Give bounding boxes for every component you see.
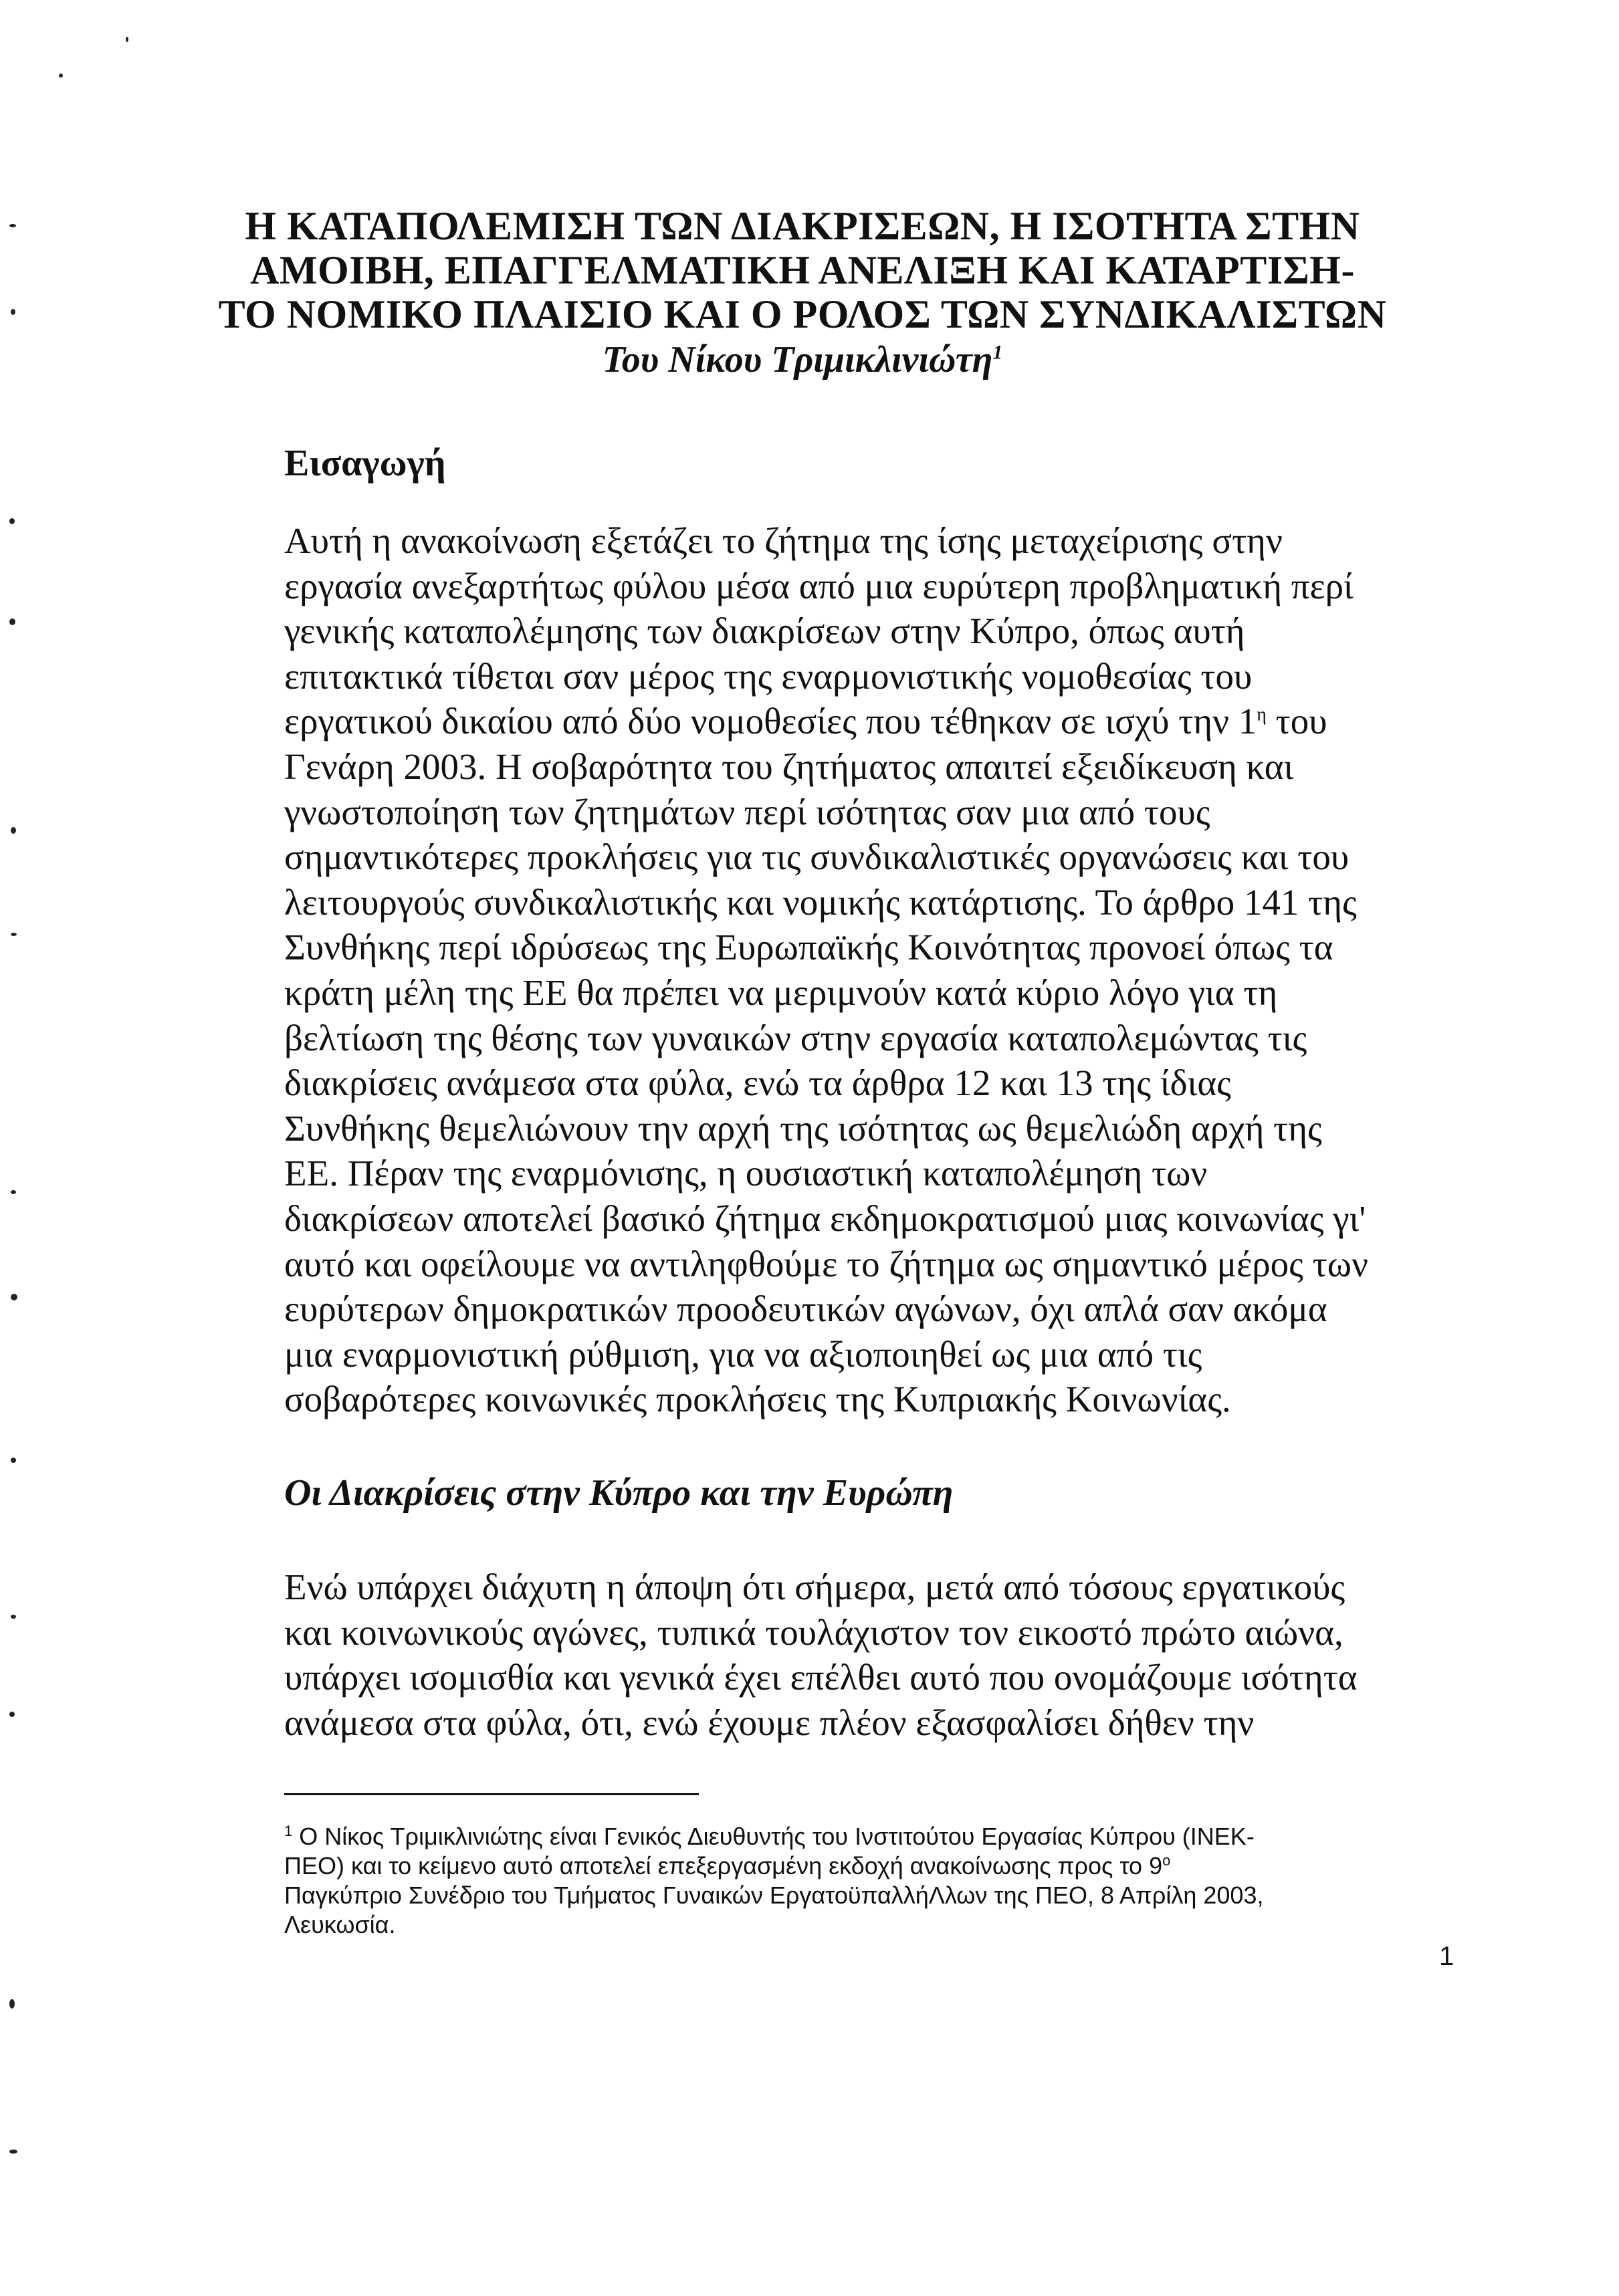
scan-speck [11,827,16,834]
scan-speck [9,1712,15,1717]
paragraph-line: μια εναρμονιστική ρύθμιση, για να αξιοποιηθεί ως μια από τις [284,1333,1202,1375]
page-number: 1 [1439,1942,1454,1971]
scan-speck [9,518,15,524]
paragraph-line: Ενώ υπάρχει διάχυτη η άποψη ότι σήμερα, μετά από τόσους εργατικούς [284,1567,1345,1607]
footnote [284,1822,1468,1940]
footnote-mark: 1 [284,1823,293,1839]
scan-speck [9,2150,17,2154]
paragraph-introduction [284,518,1421,1422]
paragraph-line: ευρύτερων δημοκρατικών προοδευτικών αγώνων, όχι απλά σαν ακόμα [284,1288,1327,1330]
scan-speck [11,1458,16,1463]
footnote-separator [284,1793,699,1795]
scan-speck [11,1294,17,1300]
paragraph-line-text: εργατικού δικαίου από δύο νομοθεσίες που τέθηκαν σε ισχύ την 1 [284,701,1257,742]
title-line: ΑΜΟΙΒΗ, ΕΠΑΓΓΕΛΜΑΤΙΚΗ ΑΝΕΛΙΞΗ ΚΑΙ ΚΑΤΑΡΤΙΣΗ- [250,248,1355,292]
title-line: ΤΟ ΝΟΜΙΚΟ ΠΛΑΙΣΙΟ ΚΑΙ Ο ΡΟΛΟΣ ΤΩΝ ΣΥΝΔΙΚΑΛΙΣΤΩΝ [218,292,1387,336]
paragraph-line: υπάρχει ισομισθία και γενικά έχει επέλθει αυτό που ονομάζουμε ισότητα [284,1657,1358,1698]
paragraph-line: διακρίσεων αποτελεί βασικό ζήτημα εκδημοκρατισμού μιας κοινωνίας γι' [284,1197,1366,1239]
paragraph-line-tail: του [1266,701,1327,742]
footnote-ordinal: ο [1162,1852,1171,1869]
paragraph-line: Γενάρη 2003. Η σοβαρότητα του ζητήματος απαιτεί εξειδίκευση και [284,745,1294,787]
scan-speck [11,1615,16,1619]
scan-speck [9,1999,15,2008]
paragraph-line: εργασία ανεξαρτήτως φύλου μέσα από μια ευρύτερη προβληματική περί [284,565,1354,606]
paragraph-line: σοβαρότερες κοινωνικές προκλήσεις της Κυπριακής Κοινωνίας. [284,1379,1231,1420]
paragraph-line: αυτό και οφείλουμε να αντιληφθούμε το ζήτημα ως σημαντικό μέρος των [284,1243,1368,1284]
author-footnote-mark: 1 [992,341,1003,364]
author-name: Του Νίκου Τριμικλινιώτη [602,339,993,380]
scan-speck [11,1190,16,1194]
paragraph-line: ΕΕ. Πέραν της εναρμόνισης, η ουσιαστική καταπολέμηση των [284,1153,1208,1194]
document-title [201,204,1404,382]
paragraph-line: διακρίσεις ανάμεσα στα φύλα, ενώ τα άρθρα 12 και 13 της ίδιας [284,1062,1231,1104]
footnote-line: Παγκύπριο Συνέδριο του Τμήματος Γυναικών ΕργατοϋπαλλήΛλων της ΠΕΟ, 8 Απρίλη 2003, [284,1881,1264,1909]
paragraph-line: ανάμεσα στα φύλα, ότι, ενώ έχουμε πλέον εξασφαλίσει δήθεν την [284,1702,1255,1743]
ordinal-superscript: η [1257,705,1267,726]
paragraph-line: Συνθήκης περί ιδρύσεως της Ευρωπαϊκής Κοινότητας προνοεί όπως τα [284,927,1333,968]
section-heading-discrimination: Οι Διακρίσεις στην Κύπρο και την Ευρώπη [284,1472,954,1514]
section-heading-introduction: Εισαγωγή [284,443,446,484]
title-line: Η ΚΑΤΑΠΟΛΕΜΙΣΗ ΤΩΝ ΔΙΑΚΡΙΣΕΩΝ, Η ΙΣΟΤΗΤΑ ΣΤΗΝ [245,204,1360,248]
paragraph-line: επιτακτικά τίθεται σαν μέρος της εναρμονιστικής νομοθεσίας του [284,655,1253,697]
paragraph-line: Συνθήκης θεμελιώνουν την αρχή της ισότητας ως θεμελιώδη αρχή της [284,1107,1322,1149]
footnote-text: Ο Νίκος Τριμικλινιώτης είναι Γενικός Διευθυντής του Ινστιτούτου Εργασίας Κύπρου (ΙΝΕΚ- [292,1823,1255,1850]
paragraph-line: Αυτή η ανακοίνωση εξετάζει το ζήτημα της ίσης μεταχείρισης στην [284,520,1283,561]
paragraph-line: λειτουργούς συνδικαλιστικής και νομικής κατάρτισης. Το άρθρο 141 της [284,881,1357,923]
paragraph-line: και κοινωνικούς αγώνες, τυπικά τουλάχιστον τον εικοστό πρώτο αιώνα, [284,1611,1343,1653]
paragraph-line: βελτίωση της θέσης των γυναικών στην εργασία καταπολεμώντας τις [284,1017,1307,1058]
paragraph-line: γνωστοποίηση των ζητημάτων περί ισότητας σαν μια από τους [284,791,1210,832]
scan-speck [126,37,128,42]
footnote-line [284,1822,1468,1851]
footnote-line: Λευκωσία. [284,1911,396,1938]
scan-speck [9,224,16,227]
scan-speck [9,618,15,625]
author-line [201,338,1404,382]
footnote-text: ΠΕΟ) και το κείμενο αυτό αποτελεί επεξεργασμένη εκδοχή ανακοίνωσης προς το 9 [284,1852,1163,1879]
paragraph-discrimination [284,1565,1421,1745]
paragraph-line: κράτη μέλη της ΕΕ θα πρέπει να μεριμνούν κατά κύριο λόγο για τη [284,971,1278,1013]
footnote-line [284,1851,1468,1881]
paragraph-line: σημαντικότερες προκλήσεις για τις συνδικαλιστικές οργανώσεις και του [284,836,1350,878]
paragraph-line: γενικής καταπολέμησης των διακρίσεων στην Κύπρο, όπως αυτή [284,610,1245,652]
scan-speck [11,933,17,936]
scan-speck [11,309,15,315]
paragraph-line [284,699,1421,744]
scan-speck [59,74,63,78]
